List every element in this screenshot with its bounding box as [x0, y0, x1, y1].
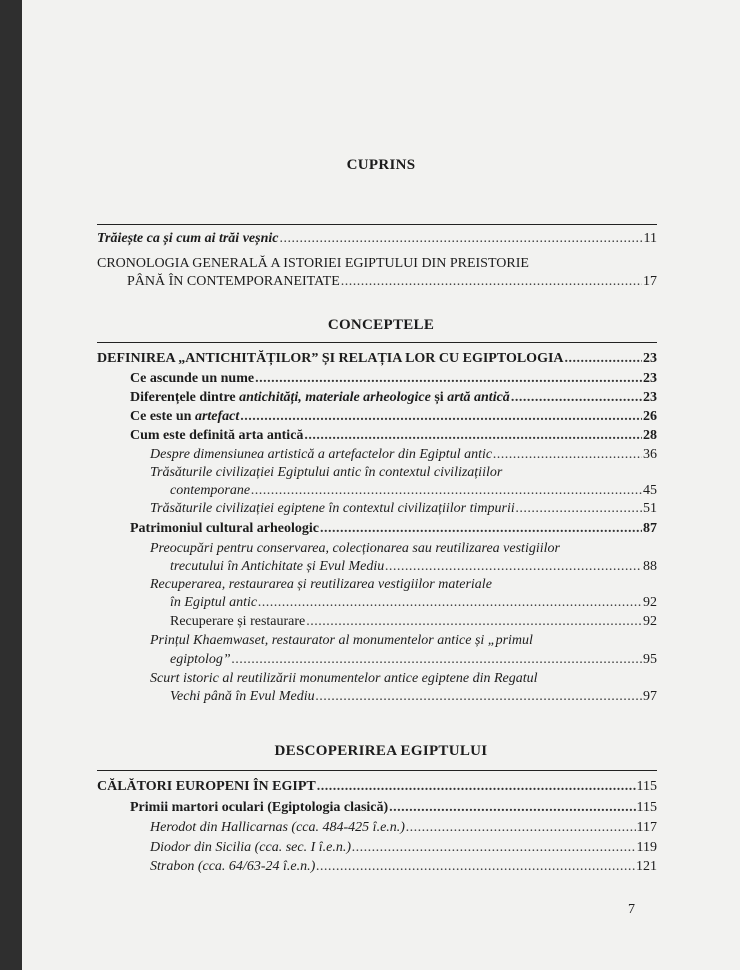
toc-entry-definirea[interactable]: [97, 350, 657, 367]
toc-entry-recuperarea[interactable]: [170, 594, 657, 611]
toc-heading: CUPRINS: [346, 157, 416, 173]
entry-label: PÂNĂ ÎN CONTEMPORANEITATE: [127, 274, 340, 289]
toc-entry-herodot[interactable]: [150, 819, 657, 836]
entry-label: trecutului în Antichitate și Evul Mediu: [170, 559, 385, 574]
entry-label: Strabon (cca. 64/63-24 î.e.n.): [150, 859, 316, 874]
entry-page: 36: [643, 447, 657, 462]
entry-label: Patrimoniul cultural arheologic: [130, 521, 319, 536]
entry-page: 88: [643, 559, 657, 574]
toc-entry-diodor[interactable]: [150, 839, 657, 856]
entry-page: 26: [643, 409, 657, 424]
entry-page: 87: [643, 521, 657, 536]
entry-page: 97: [643, 689, 657, 704]
entry-label: Primii martori oculari (Egiptologia clasică): [130, 800, 389, 815]
entry-line1: Prințul Khaemwaset, restaurator al monumentelor antice și „primul: [150, 633, 533, 648]
entry-page: 28: [643, 428, 657, 443]
toc-entry-khaemwaset[interactable]: [170, 651, 657, 668]
toc-entry-scurt-istoric[interactable]: [170, 688, 657, 705]
toc-entry-trasaturile-contemporane[interactable]: [170, 482, 657, 499]
entry-label: Diodor din Sicilia (cca. sec. I î.e.n.): [150, 840, 352, 855]
toc-entry-arta-antica[interactable]: [130, 427, 657, 444]
entry-page: 115: [636, 779, 657, 794]
entry-label: Despre dimensiunea artistică a artefactelor din Egiptul antic: [150, 447, 493, 462]
toc-entry-diferentele[interactable]: [130, 389, 657, 406]
toc-entry-calatori[interactable]: [97, 778, 657, 795]
entry-label: DEFINIREA „ANTICHITĂȚILOR” ȘI RELAȚIA LOR CU EGIPTOLOGIA: [97, 351, 564, 366]
entry-label: contemporane: [170, 483, 251, 498]
entry-line1: Scurt istoric al reutilizării monumentelor antice egiptene din Regatul: [150, 671, 538, 686]
entry-page: 11: [643, 231, 657, 246]
entry-label: Diferențele dintre antichități, materiale arheologice și artă antică: [130, 390, 510, 405]
entry-line1: Preocupări pentru conservarea, colecționarea sau reutilizarea vestigiilor: [150, 541, 560, 556]
toc-entry-cronologia[interactable]: [127, 273, 657, 290]
entry-page: 51: [643, 501, 657, 516]
toc-entry-patrimoniul[interactable]: [130, 520, 657, 537]
entry-page: 23: [643, 371, 657, 386]
entry-label: Cum este definită arta antică: [130, 428, 304, 443]
entry-label: Recuperare și restaurare: [170, 614, 306, 629]
entry-label: Trăsăturile civilizației egiptene în contextul civilizațiilor timpurii: [150, 501, 515, 516]
entry-page: 23: [643, 351, 657, 366]
entry-page: 23: [643, 390, 657, 405]
section-heading-conceptele: CONCEPTELE: [327, 317, 435, 333]
entry-label: Trăiește ca și cum ai trăi veșnic: [97, 231, 279, 246]
entry-label: egiptolog”: [170, 652, 231, 667]
entry-page: 92: [643, 595, 657, 610]
entry-line1: Trăsăturile civilizației Egiptului antic în contextul civilizațiilor: [150, 465, 503, 480]
toc-entry-ce-ascunde[interactable]: [130, 370, 657, 387]
entry-label: Ce ascunde un nume: [130, 371, 255, 386]
entry-page: 45: [643, 483, 657, 498]
entry-page: 92: [643, 614, 657, 629]
entry-page: 117: [636, 820, 657, 835]
entry-page: 119: [636, 840, 657, 855]
entry-label: în Egiptul antic: [170, 595, 258, 610]
toc-entry-traieste[interactable]: [97, 230, 657, 247]
toc-entry-strabon[interactable]: [150, 858, 657, 875]
rule-section2: [97, 770, 657, 771]
toc-entry-dimensiunea[interactable]: [150, 446, 657, 463]
section-heading-descoperirea: DESCOPERIREA EGIPTULUI: [274, 743, 488, 759]
entry-label: Herodot din Hallicarnas (cca. 484-425 î.e.n.): [150, 820, 405, 835]
entry-line1: CRONOLOGIA GENERALĂ A ISTORIEI EGIPTULUI DIN PREISTORIE: [97, 256, 529, 271]
toc-entry-trasaturile-timpurii[interactable]: [150, 500, 657, 517]
entry-page: 115: [636, 800, 657, 815]
entry-label: Vechi până în Evul Mediu: [170, 689, 315, 704]
entry-label: Ce este un artefact: [130, 409, 240, 424]
rule-section1: [97, 342, 657, 343]
page-number: 7: [628, 902, 635, 917]
toc-entry-primii-martori[interactable]: [130, 799, 657, 816]
rule-top: [97, 224, 657, 225]
toc-entry-recuperare-restaurare[interactable]: [170, 613, 657, 630]
toc-entry-artefact[interactable]: [130, 408, 657, 425]
entry-page: 17: [643, 274, 657, 289]
entry-page: 95: [643, 652, 657, 667]
entry-page: 121: [636, 859, 657, 874]
entry-line1: Recuperarea, restaurarea și reutilizarea vestigiilor materiale: [150, 577, 492, 592]
entry-label: CĂLĂTORI EUROPENI ÎN EGIPT: [97, 779, 316, 794]
book-page: [22, 0, 740, 970]
toc-entry-preocupari[interactable]: [170, 558, 657, 575]
